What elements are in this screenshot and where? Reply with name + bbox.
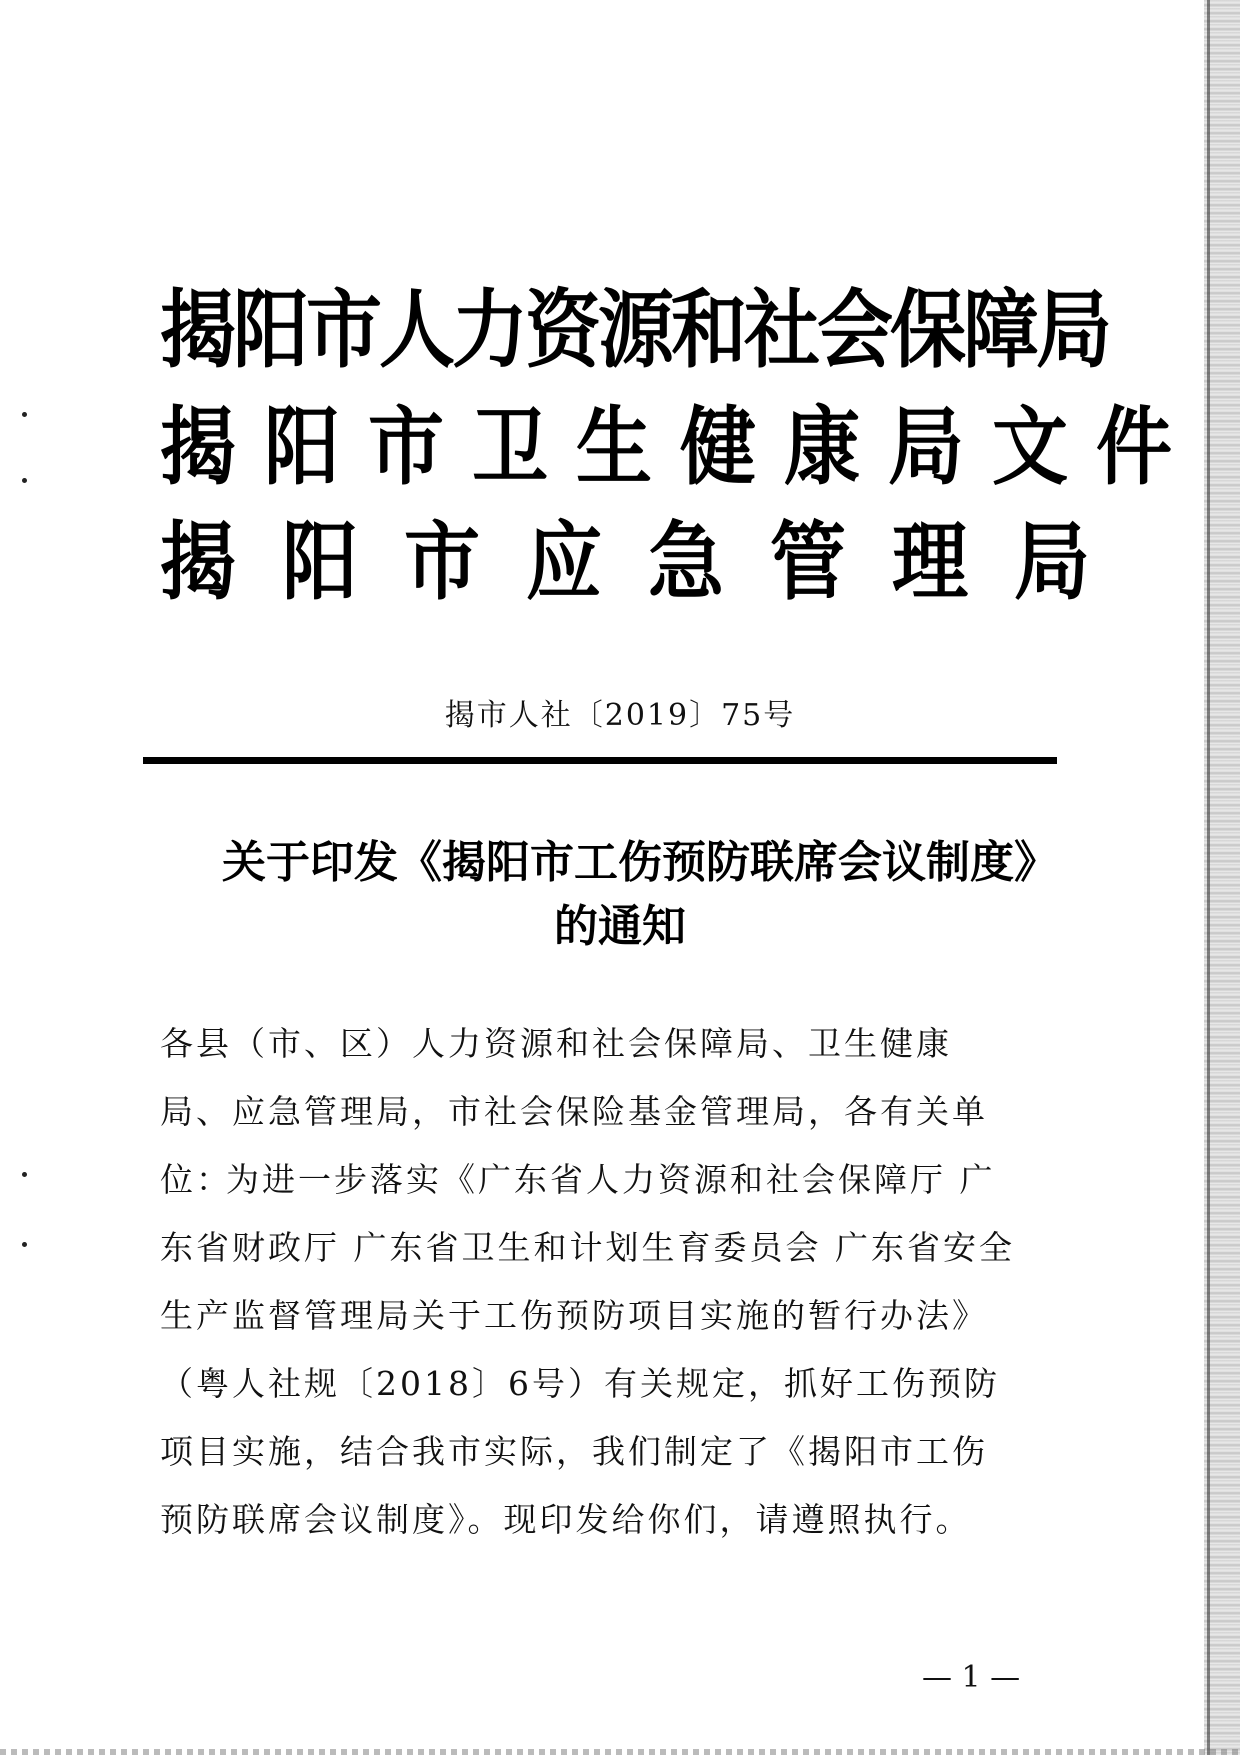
- scan-speck: [22, 412, 27, 417]
- issuing-org-line-1: 揭阳市人力资源和社会保障局: [160, 280, 1109, 380]
- salutation: 各县（市、区）人力资源和社会保障局、卫生健康局、应急管理局，市社会保险基金管理局，各有关单位：: [160, 1024, 988, 1199]
- issuing-org-line-3: 揭阳市应急管理局: [160, 512, 1136, 612]
- scan-speck: [22, 1242, 27, 1247]
- header-separator-rule: [143, 757, 1057, 764]
- scan-speck: [22, 1172, 27, 1177]
- document-title-line-1: 关于印发《揭阳市工伤预防联席会议制度》: [222, 837, 1058, 888]
- body-paragraph: 为进一步落实《广东省人力资源和社会保障厅 广东省财政厅 广东省卫生和计划生育委员会 广东省安全生产监督管理局关于工伤预防项目实施的暂行办法》（粤人社规〔2018〕6号）有关规定，抓好工伤预防项目实施，结合我市实际，我们制定了《揭阳市工伤预防联席会议制度》。现印发给你们，请遵照执行。: [160, 1160, 1015, 1539]
- document-number: 揭市人社〔2019〕75号: [444, 698, 796, 733]
- page-number: — 1 —: [922, 1660, 1021, 1695]
- scan-speck: [22, 478, 27, 483]
- document-title-line-2: 的通知: [554, 901, 686, 952]
- issuing-org-line-2: 揭阳市卫生健康局文件: [160, 397, 1200, 497]
- scan-bottom-artifact: [0, 1749, 1240, 1755]
